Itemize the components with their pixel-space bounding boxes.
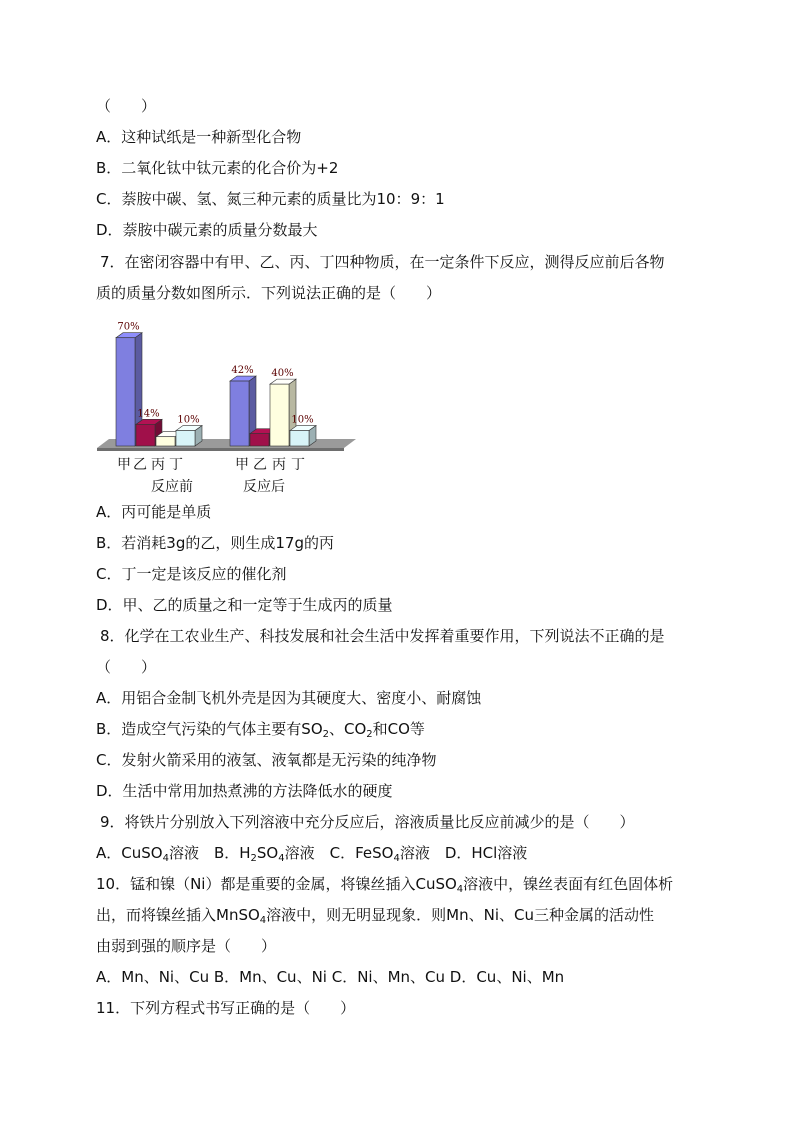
bar-1-0 [230, 381, 249, 446]
q8-paren: （ ） [96, 658, 157, 676]
q8-b-text-1: B．造成空气污染的气体主要有SO [96, 720, 323, 738]
chart-group-title-1: 反应后 [243, 479, 285, 495]
q10-stem-line1 [96, 874, 673, 900]
bar-0-3 [176, 431, 195, 446]
q9-options [96, 843, 527, 869]
category-label-0-1: 乙 [133, 457, 147, 473]
bar-value-label-1-3: 10% [291, 414, 314, 426]
q6-option-b: B．二氧化钛中钛元素的化合价为+2 [96, 159, 339, 177]
category-label-0-2: 丙 [151, 457, 165, 473]
q7-option-a: A．丙可能是单质 [96, 503, 212, 521]
q9-opt-sub-4: 4 [393, 853, 400, 864]
chart-group-title-0: 反应前 [151, 479, 193, 495]
q8-b-text-2: 、CO [329, 720, 367, 738]
q10-l1-sub: 4 [456, 884, 464, 895]
bar-value-label-0-0: 70% [117, 321, 140, 333]
bar-0-0 [116, 338, 135, 446]
q8-stem-line1: 8．化学在工农业生产、科技发展和社会生活中发挥着重要作用，下列说法不正确的是 [100, 627, 665, 645]
bar-0-2 [156, 437, 175, 446]
q8-option-b [96, 719, 425, 745]
category-label-1-2: 丙 [272, 457, 286, 473]
category-label-1-3: 丁 [291, 457, 305, 473]
q8-option-a: A．用铝合金制飞机外壳是因为其硬度大、密度小、耐腐蚀 [96, 689, 482, 707]
q7-stem-line1: 7．在密闭容器中有甲、乙、丙、丁四种物质，在一定条件下反应，测得反应前后各物 [100, 253, 665, 271]
bar-value-label-0-1: 14% [137, 408, 160, 420]
q10-l2-sub: 4 [259, 915, 267, 926]
q9-opt-text-2: 溶液 B．H [168, 844, 251, 862]
q9-opt-sub-2: 2 [250, 853, 257, 864]
q9-opt-text-3: SO [256, 844, 279, 862]
category-label-1-1: 乙 [253, 457, 267, 473]
bar-0-1 [136, 424, 155, 446]
q9-opt-sub-3: 4 [278, 853, 285, 864]
q9-stem: 9．将铁片分别放入下列溶液中充分反应后，溶液质量比反应前减少的是（ ） [100, 813, 635, 831]
chart-floor-edge [97, 448, 344, 451]
q9-opt-text-1: A．CuSO [96, 844, 163, 862]
q10-l1-text-1: 10．锰和镍（Ni）都是重要的金属，将镍丝插入CuSO [96, 875, 457, 893]
q10-options: A．Mn、Ni、Cu B．Mn、Cu、Ni C．Ni、Mn、Cu D．Cu、Ni、Mn [96, 968, 565, 986]
q7-option-c: C．丁一定是该反应的催化剂 [96, 565, 287, 583]
q6-option-a: A．这种试纸是一种新型化合物 [96, 128, 302, 146]
bar-value-label-1-2: 40% [271, 368, 294, 380]
bar-1-1 [250, 434, 269, 446]
q8-b-text-3: 和CO等 [372, 720, 425, 738]
q8-option-c: C．发射火箭采用的液氢、液氧都是无污染的纯净物 [96, 751, 437, 769]
bar-chart [92, 314, 362, 496]
q10-l1-text-2: 溶液中，镍丝表面有红色固体析 [463, 875, 674, 893]
q6-option-c: C．萘胺中碳、氢、氮三种元素的质量比为10：9：1 [96, 190, 445, 208]
bar-value-label-1-0: 42% [231, 365, 254, 377]
q6-paren: （ ） [96, 97, 157, 115]
bar-1-3 [290, 431, 309, 446]
bar-value-label-0-3: 10% [177, 414, 200, 426]
category-label-0-3: 丁 [169, 457, 183, 473]
q9-opt-sub-1: 4 [162, 853, 169, 864]
q8-option-d: D．生活中常用加热煮沸的方法降低水的硬度 [96, 782, 393, 800]
q6-option-d: D．萘胺中碳元素的质量分数最大 [96, 221, 318, 239]
bar-chart-figure [92, 314, 362, 496]
q10-stem-line3: 由弱到强的顺序是（ ） [96, 937, 277, 955]
category-label-0-0: 甲 [117, 457, 131, 473]
category-label-1-0: 甲 [235, 457, 249, 473]
q9-opt-text-4: 溶液 C．FeSO [284, 844, 394, 862]
q10-l2-text-2: 溶液中，则无明显现象．则Mn、Ni、Cu三种金属的活动性 [266, 906, 654, 924]
q8-b-sub-2: 2 [366, 729, 373, 740]
q9-opt-text-5: 溶液 D．HCl溶液 [399, 844, 528, 862]
q10-stem-line2 [96, 905, 654, 931]
bar-1-2 [270, 384, 289, 446]
q8-b-sub-1: 2 [322, 729, 329, 740]
q7-stem-line2: 质的质量分数如图所示．下列说法正确的是（ ） [96, 284, 442, 302]
q11-stem: 11．下列方程式书写正确的是（ ） [96, 999, 356, 1017]
q10-l2-text-1: 出，而将镍丝插入MnSO [96, 906, 260, 924]
q7-option-b: B．若消耗3g的乙，则生成17g的丙 [96, 534, 334, 552]
q7-option-d: D．甲、乙的质量之和一定等于生成丙的质量 [96, 596, 393, 614]
